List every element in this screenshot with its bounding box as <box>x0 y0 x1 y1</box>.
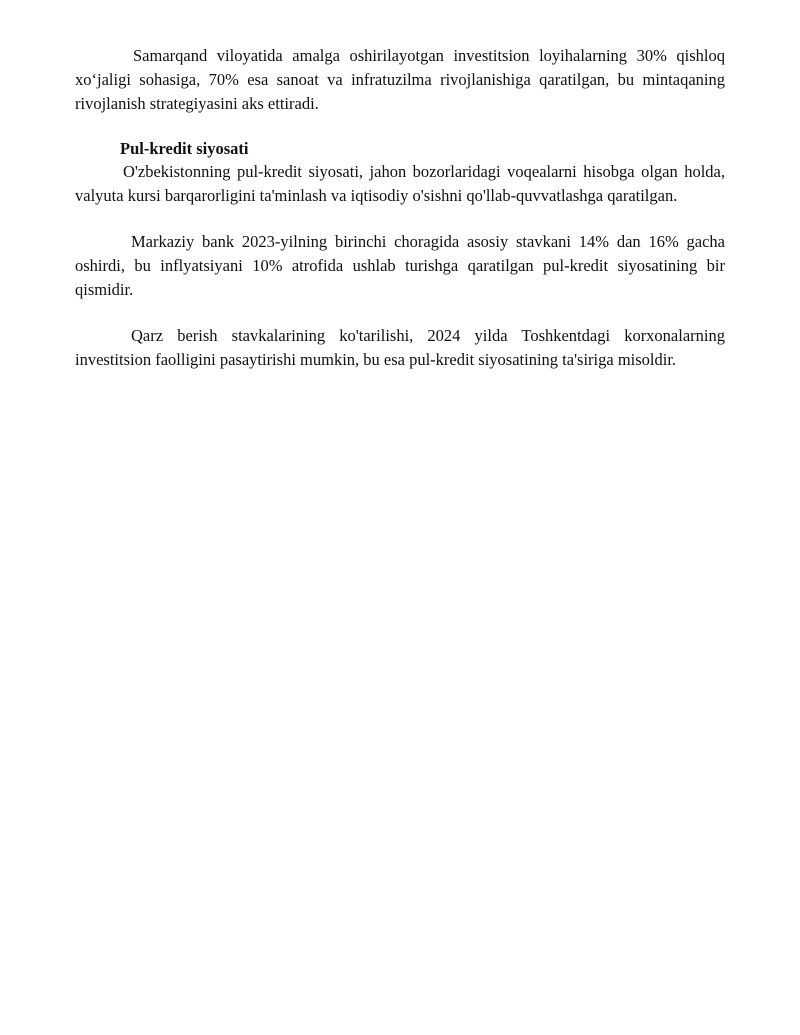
paragraph-lending-rates: Qarz berish stavkalarining ko'tarilishi, 2024 yilda Toshkentdagi korxonalarning investitsion faolligini pasaytirishi mumkin, bu esa pul-kredit siyosatining ta'siriga misoldir. <box>75 326 725 369</box>
paragraph-monetary-policy: O'zbekistonning pul-kredit siyosati, jahon bozorlaridagi voqealarni hisobga olgan holda, valyuta kursi barqarorligini ta'minlash va iqtisodiy o'sishni qo'llab-quvvatlashga qaratilgan. <box>75 162 725 205</box>
paragraph-investment-projects: Samarqand viloyatida amalga oshirilayotgan investitsion loyihalarning 30% qishloq xo‘jaligi sohasiga, 70% esa sanoat va infratuzilma rivojlanishiga qaratilgan, bu mintaqaning rivojlanish strategiyasini aks ettiradi. <box>75 46 725 113</box>
document-page <box>75 44 725 372</box>
section-heading: Pul-kredit siyosati <box>120 139 249 158</box>
paragraph-central-bank-rate: Markaziy bank 2023-yilning birinchi choragida asosiy stavkani 14% dan 16% gacha oshirdi, bu inflyatsiyani 10% atrofida ushlab turishga qaratilgan pul-kredit siyosatining bir qismidir. <box>75 232 725 299</box>
